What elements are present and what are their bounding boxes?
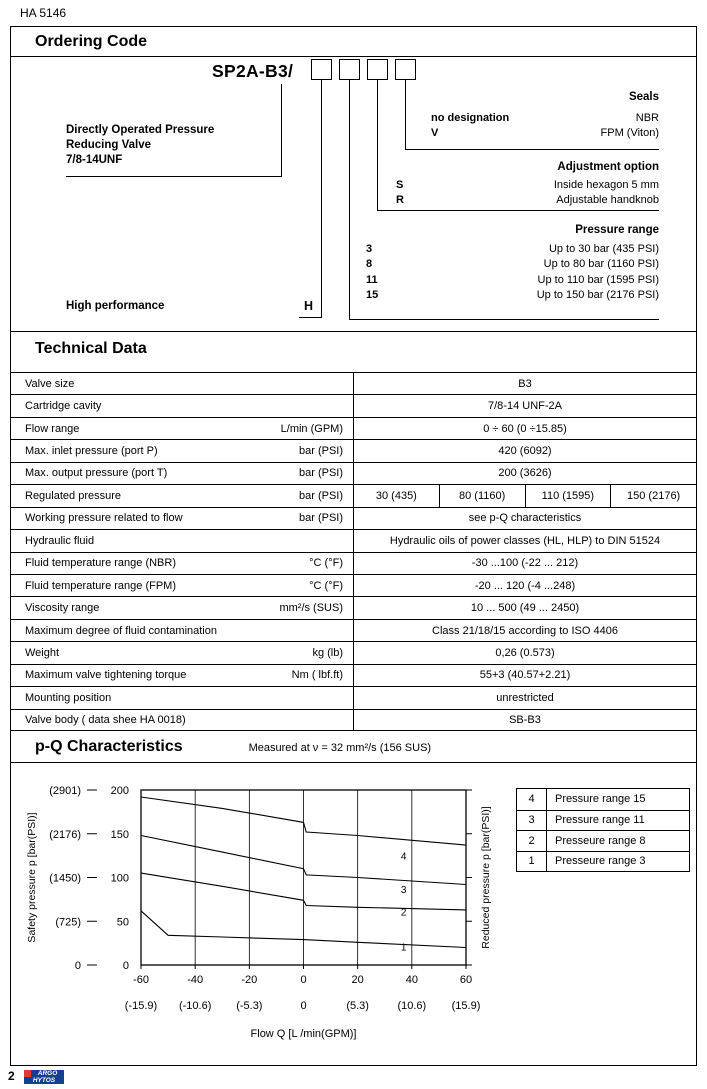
technical-row-value: 0,26 (0.573) xyxy=(353,642,696,663)
connector-line xyxy=(377,80,378,211)
technical-row-value: 420 (6092) xyxy=(353,440,696,461)
pq-legend xyxy=(516,788,690,872)
technical-row-label: Regulated pressure xyxy=(25,489,122,502)
curve-label: 4 xyxy=(400,851,407,863)
technical-row-label: Fluid temperature range (NBR) xyxy=(25,557,177,570)
connector-line xyxy=(66,176,282,177)
pressure-range-option-value: Up to 110 bar (1595 PSI) xyxy=(537,273,659,286)
x-tick-label-gpm: (-10.6) xyxy=(178,1000,212,1012)
technical-table-row xyxy=(11,394,696,416)
code-box-2 xyxy=(339,59,360,80)
technical-row-label: Maximum valve tightening torque xyxy=(25,669,187,682)
connector-line xyxy=(299,317,322,318)
legend-row xyxy=(517,830,689,851)
adjustment-option-value: Adjustable handknob xyxy=(556,194,659,207)
technical-row-label: Flow range xyxy=(25,422,80,435)
technical-row-subvalue: 110 (1595) xyxy=(525,485,611,506)
product-name-line: Reducing Valve xyxy=(66,139,152,151)
logo-argo-text: ARGO xyxy=(31,1070,64,1077)
seals-title: Seals xyxy=(628,91,659,103)
technical-row-label: Valve size xyxy=(25,377,75,390)
pq-characteristics-section xyxy=(11,731,696,1062)
technical-table-row xyxy=(11,439,696,461)
content-frame xyxy=(10,26,697,1066)
pressure-range-option-value: Up to 150 bar (2176 PSI) xyxy=(536,289,659,302)
x-tick-label-lmin: 40 xyxy=(405,974,418,986)
logo-red-square xyxy=(24,1070,31,1077)
x-tick-label-lmin: 20 xyxy=(351,974,364,986)
technical-table-row xyxy=(11,664,696,686)
technical-row-value: 10 ... 500 (49 ... 2450) xyxy=(353,597,696,618)
y-tick-label-bar: 100 xyxy=(110,872,129,885)
seals-option-value: NBR xyxy=(635,112,659,124)
pressure-range-option-code: 15 xyxy=(366,289,379,302)
technical-row-value xyxy=(353,485,696,506)
technical-row-unit xyxy=(261,687,353,708)
technical-row-value: 7/8-14 UNF-2A xyxy=(353,395,696,416)
technical-data-section xyxy=(11,332,696,731)
logo-hytos-text: HYTOS xyxy=(24,1077,64,1084)
seals-option xyxy=(431,126,659,141)
technical-row-unit: °C (°F) xyxy=(309,557,343,570)
adjustment-option xyxy=(396,193,659,208)
technical-table-row xyxy=(11,529,696,551)
y-tick-label-psi: (725) xyxy=(55,916,81,929)
pressure-range-title: Pressure range xyxy=(575,224,659,236)
technical-table-row xyxy=(11,417,696,439)
pressure-range-option-value: Up to 30 bar (435 PSI) xyxy=(548,243,659,255)
technical-row-label: Working pressure related to flow xyxy=(25,512,183,525)
x-tick-label-lmin: -20 xyxy=(241,974,258,986)
x-tick-label-gpm: (5.3) xyxy=(346,1000,369,1012)
right-axis-title: Reduced pressure p [bar(PSI)] xyxy=(480,806,492,949)
x-tick-label-gpm: 0 xyxy=(300,1000,307,1012)
technical-row-label: Viscosity range xyxy=(25,602,100,615)
technical-row-label: Fluid temperature range (FPM) xyxy=(25,579,176,592)
technical-row-value: Class 21/18/15 according to ISO 4406 xyxy=(353,620,696,641)
technical-row-value: see p-Q characteristics xyxy=(353,508,696,529)
connector-line xyxy=(405,149,659,150)
technical-row-unit: kg (lb) xyxy=(312,646,343,659)
seals-option-value: FPM (Viton) xyxy=(600,127,659,140)
ordering-code-title: Ordering Code xyxy=(11,27,696,57)
technical-table-row xyxy=(11,462,696,484)
argo-hytos-logo xyxy=(24,1070,64,1084)
technical-row-label: Valve body ( data shee HA 0018) xyxy=(25,714,186,727)
technical-row-unit: L/min (GPM) xyxy=(280,422,343,435)
technical-row-subvalue: 150 (2176) xyxy=(610,485,696,506)
technical-row-label: Max. output pressure (port T) xyxy=(25,467,168,480)
ordering-code-boxes xyxy=(311,59,416,80)
x-tick-label-gpm: (-15.9) xyxy=(124,1000,158,1012)
technical-row-label: Mounting position xyxy=(25,691,112,704)
pressure-range-option xyxy=(366,288,659,303)
pressure-range-option-code: 8 xyxy=(366,258,373,271)
technical-row-subvalue: 30 (435) xyxy=(375,489,417,502)
x-axis-title: Flow Q [L /min(GPM)] xyxy=(250,1028,357,1040)
adjustment-option-value: Inside hexagon 5 mm xyxy=(553,179,659,191)
technical-row-value: 55+3 (40.57+2.21) xyxy=(353,665,696,686)
pressure-range-options xyxy=(366,242,659,304)
technical-row-value: Hydraulic oils of power classes (HL, HLP) to DIN 51524 xyxy=(353,530,696,551)
technical-row-unit: mm²/s (SUS) xyxy=(279,602,343,615)
code-box-1 xyxy=(311,59,332,80)
technical-row-unit: bar (PSI) xyxy=(298,489,343,502)
technical-row-unit xyxy=(261,373,353,394)
legend-number: 1 xyxy=(517,852,547,872)
left-axis-title: Safety pressure p [bar(PSI)] xyxy=(26,812,38,943)
product-name-line: 7/8-14UNF xyxy=(66,154,123,166)
legend-label: Presseure range 3 xyxy=(555,855,646,868)
x-tick-label-lmin: -40 xyxy=(187,974,204,986)
pq-title: p-Q Characteristics xyxy=(35,738,183,755)
curve-label: 2 xyxy=(400,907,407,919)
y-tick-label-bar: 0 xyxy=(122,960,129,972)
technical-row-subvalue: 80 (1160) xyxy=(439,485,525,506)
technical-table-row xyxy=(11,372,696,394)
pressure-range-option xyxy=(366,242,659,257)
legend-number: 2 xyxy=(517,831,547,851)
technical-table-row xyxy=(11,709,696,731)
y-tick-label-psi: (2901) xyxy=(49,785,81,797)
technical-row-label: Cartridge cavity xyxy=(25,400,102,413)
seals-option-code: V xyxy=(431,127,439,140)
technical-row-label: Weight xyxy=(25,646,60,659)
x-tick-label-lmin: 0 xyxy=(300,974,307,986)
high-performance-code: H xyxy=(304,299,314,313)
pressure-range-option-code: 11 xyxy=(366,273,378,286)
x-tick-label-lmin: -60 xyxy=(133,974,149,986)
code-box-3 xyxy=(367,59,388,80)
model-code: SP2A-B3/ xyxy=(212,61,294,81)
technical-row-value: -30 ...100 (-22 ... 212) xyxy=(353,553,696,574)
technical-row-unit: Nm ( lbf.ft) xyxy=(291,669,343,682)
technical-row-value: SB-B3 xyxy=(353,710,696,731)
technical-data-table xyxy=(11,372,696,731)
seals-option-code: no designation xyxy=(431,112,510,124)
technical-table-row xyxy=(11,484,696,506)
legend-label: Pressure range 15 xyxy=(555,793,646,806)
y-tick-label-psi: 0 xyxy=(74,960,81,972)
technical-table-row xyxy=(11,574,696,596)
y-tick-label-bar: 200 xyxy=(110,785,129,797)
technical-row-unit: bar (PSI) xyxy=(298,512,343,525)
high-performance-label: High performance xyxy=(66,300,165,312)
technical-row-unit xyxy=(261,710,353,731)
pq-heading xyxy=(11,731,696,763)
product-name-line: Directly Operated Pressure xyxy=(66,124,215,136)
pq-subtitle: Measured at ν = 32 mm²/s (156 SUS) xyxy=(248,742,432,754)
technical-row-unit: °C (°F) xyxy=(309,579,343,592)
doc-number: HA 5146 xyxy=(20,6,67,20)
technical-table-row xyxy=(11,686,696,708)
adjustment-option-title: Adjustment option xyxy=(557,161,659,173)
pressure-range-option xyxy=(366,257,659,272)
technical-table-row xyxy=(11,507,696,529)
connector-line xyxy=(405,80,406,150)
legend-number: 3 xyxy=(517,811,547,831)
pressure-range-option-code: 3 xyxy=(366,243,373,255)
technical-row-value: B3 xyxy=(353,373,696,394)
connector-line xyxy=(321,80,322,318)
legend-row xyxy=(517,789,689,810)
technical-row-unit: bar (PSI) xyxy=(298,467,343,480)
ordering-code-diagram xyxy=(11,55,696,331)
x-tick-label-gpm: (-5.3) xyxy=(236,1000,263,1012)
technical-row-label: Max. inlet pressure (port P) xyxy=(25,445,158,458)
seals-option xyxy=(431,111,659,126)
connector-line xyxy=(349,80,350,320)
technical-row-unit xyxy=(261,530,353,551)
adjustment-option xyxy=(396,178,659,193)
x-tick-label-gpm: (15.9) xyxy=(451,1000,481,1012)
y-tick-label-bar: 50 xyxy=(116,916,129,929)
technical-row-value: unrestricted xyxy=(353,687,696,708)
technical-row-value: 200 (3626) xyxy=(353,463,696,484)
technical-table-row xyxy=(11,619,696,641)
technical-row-value: 0 ÷ 60 (0 ÷15.85) xyxy=(353,418,696,439)
technical-table-row xyxy=(11,552,696,574)
adjustment-options xyxy=(396,178,659,209)
technical-row-label: Maximum degree of fluid contamination xyxy=(25,624,217,637)
technical-table-row xyxy=(11,641,696,663)
adjustment-option-code: R xyxy=(396,194,404,207)
technical-table-row xyxy=(11,596,696,618)
code-box-4 xyxy=(395,59,416,80)
technical-row-label: Hydraulic fluid xyxy=(25,534,95,547)
technical-row-unit xyxy=(261,620,353,641)
curve-label: 3 xyxy=(400,884,407,896)
product-name xyxy=(66,123,291,168)
connector-line xyxy=(349,319,659,320)
connector-line xyxy=(377,210,659,211)
ordering-code-section xyxy=(11,27,696,332)
x-tick-label-lmin: 60 xyxy=(459,974,473,986)
technical-row-unit xyxy=(261,395,353,416)
y-tick-label-psi: (1450) xyxy=(49,872,81,885)
curve-label: 1 xyxy=(400,942,407,954)
seals-options xyxy=(431,111,659,142)
legend-label: Pressure range 11 xyxy=(555,814,645,827)
pressure-range-option xyxy=(366,273,659,288)
legend-row xyxy=(517,810,689,831)
legend-row xyxy=(517,851,689,872)
technical-row-value: -20 ... 120 (-4 ...248) xyxy=(353,575,696,596)
y-tick-label-psi: (2176) xyxy=(49,828,81,841)
pressure-range-option-value: Up to 80 bar (1160 PSI) xyxy=(543,258,659,271)
legend-label: Presseure range 8 xyxy=(555,834,646,847)
x-tick-label-gpm: (10.6) xyxy=(397,1000,427,1012)
technical-row-unit: bar (PSI) xyxy=(298,445,343,458)
pq-chart xyxy=(21,771,516,1059)
adjustment-option-code: S xyxy=(396,179,404,191)
y-tick-label-bar: 150 xyxy=(110,828,129,841)
technical-data-title: Technical Data xyxy=(35,340,147,357)
page-number: 2 xyxy=(8,1069,15,1083)
legend-number: 4 xyxy=(517,789,547,810)
